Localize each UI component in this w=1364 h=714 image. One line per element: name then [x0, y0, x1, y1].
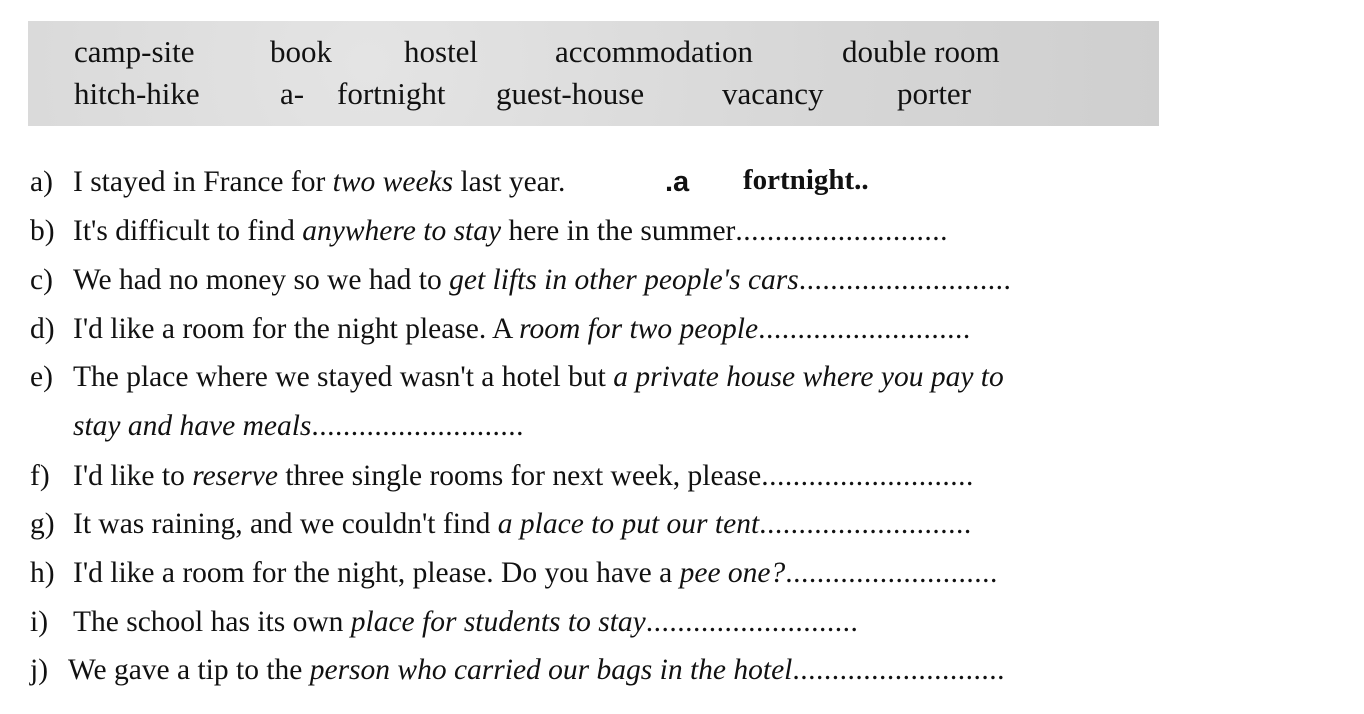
question-italic-phrase: reserve [192, 460, 278, 492]
word-fortnight: fortnight [337, 76, 446, 111]
question-text-end: here in the summer [501, 215, 736, 247]
question-italic-phrase: pee one? [679, 557, 786, 589]
question-g [30, 510, 972, 540]
question-italic-phrase: a private house where you pay to [613, 361, 1004, 393]
question-j [30, 656, 1005, 686]
word-book: book [270, 34, 332, 69]
question-text: I'd like to [73, 460, 193, 492]
question-letter: i) [30, 606, 49, 638]
question-letter: j) [30, 654, 49, 686]
question-letter: f) [30, 460, 50, 492]
question-letter: a) [30, 166, 53, 198]
answer-blank[interactable]: ........................... [798, 264, 1012, 296]
word-hostel: hostel [404, 34, 479, 69]
word-porter: porter [897, 76, 972, 111]
answer-text: fortnight.. [743, 164, 869, 196]
question-letter: c) [30, 264, 53, 296]
question-letter: b) [30, 215, 55, 247]
question-f [30, 462, 974, 492]
answer-blank[interactable]: ........................... [785, 557, 998, 589]
question-text-end: last year. [453, 166, 566, 198]
question-b [30, 217, 948, 247]
question-italic-phrase: room for two people [519, 313, 759, 345]
question-text-end: three single rooms for next week, please [277, 460, 762, 492]
answer-blank[interactable]: ........................... [311, 410, 525, 442]
word-hitch-hike: hitch-hike [74, 76, 200, 111]
question-c [30, 266, 1011, 296]
question-text: It was raining, and we couldn't find [73, 508, 498, 540]
answer-blank[interactable]: ........................... [792, 654, 1005, 686]
answer-blank[interactable]: ........................... [759, 508, 972, 540]
answer-blank[interactable]: ........................... [645, 606, 859, 638]
question-e [30, 363, 1004, 393]
question-text: We had no money so we had to [73, 264, 450, 296]
question-italic-phrase: a place to put our tent [497, 508, 760, 540]
question-text: The school has its own [73, 606, 351, 638]
answer-blank[interactable]: ........................... [761, 460, 974, 492]
question-italic-phrase: anywhere to stay [302, 215, 502, 247]
answer-blank[interactable]: ........................... [735, 215, 949, 247]
question-text: The place where we stayed wasn't a hotel but [73, 361, 614, 393]
word-camp-site: camp-site [74, 34, 195, 69]
question-h [30, 559, 998, 589]
question-letter: d) [30, 313, 55, 345]
question-e-continuation [73, 412, 524, 442]
question-text: I'd like a room for the night please. A [73, 313, 520, 345]
question-a [30, 168, 565, 198]
answer-blank[interactable]: ........................... [758, 313, 971, 345]
word-accommodation: accommodation [555, 34, 753, 69]
question-text: I stayed in France for [73, 166, 333, 198]
question-text: It's difficult to find [73, 215, 303, 247]
question-letter: e) [30, 361, 53, 393]
word-double-room: double room [842, 34, 1000, 69]
question-text: I'd like a room for the night, please. Do you have a [73, 557, 680, 589]
question-italic-phrase: get lifts in other people's cars [449, 264, 799, 296]
question-italic-phrase: person who carried our bags in the hotel [309, 654, 793, 686]
word-guest-house: guest-house [496, 76, 645, 111]
question-i [30, 608, 858, 638]
answer-prefix: .a [665, 166, 690, 198]
question-d [30, 315, 971, 345]
question-italic-phrase: two weeks [332, 166, 454, 198]
question-text: We gave a tip to the [68, 654, 310, 686]
word-a: a- [280, 76, 305, 111]
question-letter: h) [30, 557, 55, 589]
question-letter: g) [30, 508, 55, 540]
word-vacancy: vacancy [722, 76, 824, 111]
question-italic-phrase: place for students to stay [350, 606, 646, 638]
question-italic-continuation: stay and have meals [73, 410, 312, 442]
